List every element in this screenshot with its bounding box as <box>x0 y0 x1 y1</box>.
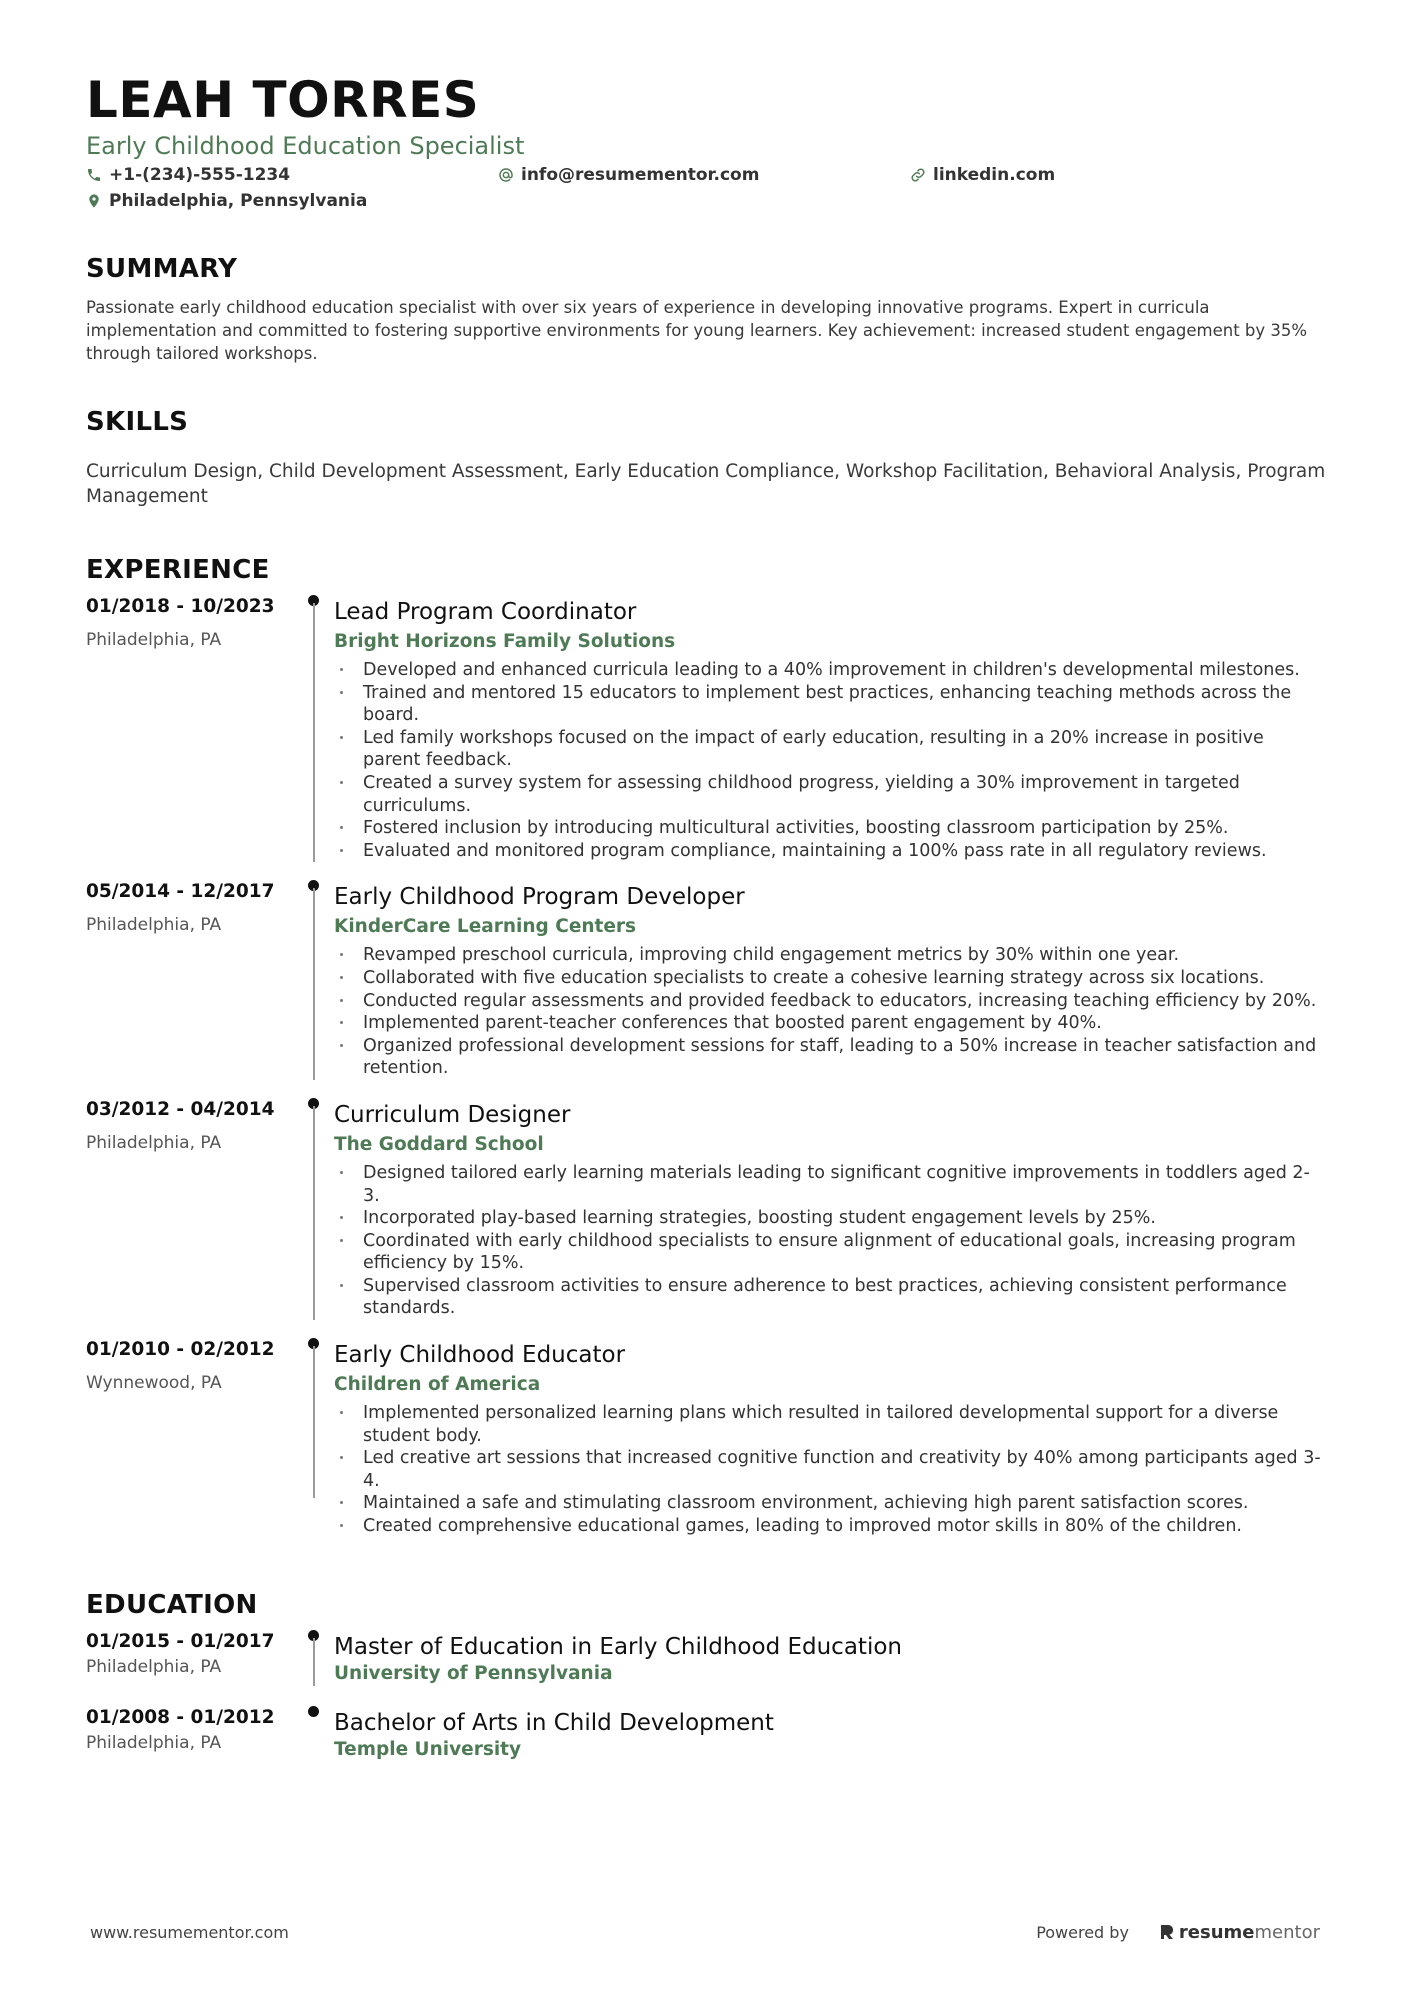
entry-location: Philadelphia, PA <box>86 1656 222 1677</box>
timeline-marker <box>300 595 334 862</box>
email-link[interactable]: info@resumementor.com <box>521 165 760 185</box>
footer-branding <box>1036 1922 1320 1943</box>
entry-meta <box>86 1338 300 1538</box>
resumementor-logo-icon <box>1159 1923 1175 1941</box>
powered-by-label: Powered by <box>1036 1922 1129 1942</box>
bullet-item: Developed and enhanced curricula leading to a 40% improvement in children's developmental milestones. <box>334 659 1324 682</box>
entry-dates: 05/2014 - 12/2017 <box>86 881 275 903</box>
entry-school: University of Pennsylvania <box>334 1662 613 1684</box>
timeline-line <box>313 1638 315 1686</box>
entry-dates: 01/2008 - 01/2012 <box>86 1706 275 1728</box>
entry-meta <box>86 1630 300 1686</box>
brand-name-part1: resume <box>1178 1921 1255 1943</box>
entry-role: Lead Program Coordinator <box>334 599 637 625</box>
phone-text: +1-(234)-555-1234 <box>109 165 291 185</box>
entry-dates: 01/2010 - 02/2012 <box>86 1339 275 1361</box>
candidate-name: LEAH TORRES <box>86 71 480 129</box>
entry-location: Philadelphia, PA <box>86 1132 222 1153</box>
skills-heading: SKILLS <box>86 407 189 437</box>
entry-bullets <box>334 1402 1324 1538</box>
timeline-marker <box>300 1338 334 1538</box>
entry-meta <box>86 1098 300 1320</box>
entry-details <box>334 595 1324 862</box>
entry-details <box>334 1098 1324 1320</box>
bullet-item: Conducted regular assessments and provided feedback to educators, increasing teaching efficiency by 20%. <box>334 990 1324 1013</box>
contact-phone <box>86 164 498 186</box>
timeline-marker <box>300 1098 334 1320</box>
bullet-item: Maintained a safe and stimulating classroom environment, achieving high parent satisfaction scores. <box>334 1492 1324 1515</box>
entry-school: Temple University <box>334 1738 522 1760</box>
experience-entry <box>86 595 1324 880</box>
entry-role: Early Childhood Educator <box>334 1342 626 1369</box>
entry-details <box>334 1338 1324 1538</box>
experience-entry <box>86 1098 1324 1338</box>
education-entry <box>86 1630 1324 1706</box>
entry-details <box>334 880 1324 1080</box>
timeline-line <box>313 1346 315 1498</box>
bullet-item: Incorporated play-based learning strategies, boosting student engagement levels by 25%. <box>334 1207 1324 1230</box>
entry-role: Early Childhood Program Developer <box>334 884 745 911</box>
bullet-item: Evaluated and monitored program compliance, maintaining a 100% pass rate in all regulatory reviews. <box>334 840 1324 863</box>
phone-icon <box>86 167 102 183</box>
experience-heading: EXPERIENCE <box>86 555 270 585</box>
entry-location: Philadelphia, PA <box>86 1732 222 1753</box>
bullet-item: Led creative art sessions that increased cognitive function and creativity by 40% among participants aged 3-4. <box>334 1447 1324 1492</box>
bullet-item: Supervised classroom activities to ensure adherence to best practices, achieving consistent performance standards. <box>334 1275 1324 1320</box>
entry-meta <box>86 1706 300 1762</box>
bullet-item: Trained and mentored 15 educators to implement best practices, enhancing teaching methods across the board. <box>334 682 1324 727</box>
entry-degree: Master of Education in Early Childhood Education <box>334 1633 902 1660</box>
timeline-line <box>313 888 315 1080</box>
entry-details <box>334 1706 1324 1762</box>
experience-section <box>86 553 1324 1538</box>
timeline-dot <box>308 1706 319 1717</box>
bullet-item: Revamped preschool curricula, improving child engagement metrics by 30% within one year. <box>334 944 1324 967</box>
timeline-line <box>313 603 315 862</box>
timeline-line <box>313 1106 315 1320</box>
bullet-item: Led family workshops focused on the impact of early education, resulting in a 20% increase in positive parent feedback. <box>334 727 1324 772</box>
linkedin-link[interactable]: linkedin.com <box>933 165 1056 185</box>
entry-meta <box>86 880 300 1080</box>
education-entry <box>86 1706 1324 1762</box>
bullet-item: Organized professional development sessions for staff, leading to a 50% increase in teacher satisfaction and retention. <box>334 1035 1324 1080</box>
timeline-marker <box>300 880 334 1080</box>
bullet-item: Created a survey system for assessing childhood progress, yielding a 30% improvement in targeted curriculums. <box>334 772 1324 817</box>
experience-entry <box>86 880 1324 1098</box>
brand-logo[interactable] <box>1159 1922 1320 1943</box>
entry-location: Philadelphia, PA <box>86 630 222 650</box>
bullet-item: Implemented parent-teacher conferences that boosted parent engagement by 40%. <box>334 1012 1324 1035</box>
entry-dates: 01/2015 - 01/2017 <box>86 1630 275 1652</box>
bullet-item: Designed tailored early learning materials leading to significant cognitive improvements in toddlers aged 2-3. <box>334 1162 1324 1207</box>
summary-heading: SUMMARY <box>86 254 238 284</box>
entry-role: Curriculum Designer <box>334 1101 571 1128</box>
education-heading: EDUCATION <box>86 1589 258 1620</box>
contact-location <box>86 190 498 212</box>
entry-bullets <box>334 659 1324 862</box>
footer-website[interactable]: www.resumementor.com <box>90 1922 289 1942</box>
timeline-marker <box>300 1630 334 1686</box>
entry-company: The Goddard School <box>334 1133 544 1155</box>
candidate-title: Early Childhood Education Specialist <box>86 132 525 160</box>
summary-text: Passionate early childhood education specialist with over six years of experience in developing innovative programs. Expert in curricula implementation and committed to fostering supportive environments for young learners. Key achievement: increased student engagement by 35% through tailored workshops. <box>86 298 1308 363</box>
link-icon <box>910 167 926 183</box>
resume-header <box>86 70 1324 212</box>
timeline-marker <box>300 1706 334 1762</box>
entry-degree: Bachelor of Arts in Child Development <box>334 1709 774 1736</box>
entry-bullets <box>334 1162 1324 1320</box>
page-footer <box>90 1917 1320 1947</box>
at-icon <box>498 167 514 183</box>
skills-section <box>86 405 1324 509</box>
entry-meta <box>86 595 300 862</box>
entry-dates: 03/2012 - 04/2014 <box>86 1098 275 1120</box>
summary-section <box>86 252 1324 365</box>
entry-company: Bright Horizons Family Solutions <box>334 631 676 652</box>
location-pin-icon <box>86 193 102 209</box>
bullet-item: Coordinated with early childhood specialists to ensure alignment of educational goals, increasing program efficiency by 15%. <box>334 1230 1324 1275</box>
bullet-item: Collaborated with five education specialists to create a cohesive learning strategy across six locations. <box>334 967 1324 990</box>
bullet-item: Fostered inclusion by introducing multicultural activities, boosting classroom participation by 25%. <box>334 817 1324 840</box>
location-text: Philadelphia, Pennsylvania <box>109 191 368 211</box>
entry-dates: 01/2018 - 10/2023 <box>86 596 275 617</box>
entry-company: KinderCare Learning Centers <box>334 916 637 938</box>
entry-details <box>334 1630 1324 1686</box>
contact-email[interactable] <box>498 164 910 186</box>
skills-text: Curriculum Design, Child Development Assessment, Early Education Compliance, Workshop Facilitation, Behavioral Analysis, Program Management <box>86 461 1326 507</box>
entry-company: Children of America <box>334 1374 541 1396</box>
entry-location: Philadelphia, PA <box>86 915 222 936</box>
entry-location: Wynnewood, PA <box>86 1373 222 1394</box>
education-section <box>86 1588 1324 1762</box>
entry-bullets <box>334 944 1324 1080</box>
experience-entry <box>86 1338 1324 1538</box>
brand-name-part2: mentor <box>1254 1921 1320 1943</box>
bullet-item: Implemented personalized learning plans which resulted in tailored developmental support for a diverse student body. <box>334 1402 1324 1447</box>
contact-linkedin[interactable] <box>910 164 1210 186</box>
contact-info <box>86 164 1324 212</box>
bullet-item: Created comprehensive educational games, leading to improved motor skills in 80% of the children. <box>334 1515 1324 1538</box>
